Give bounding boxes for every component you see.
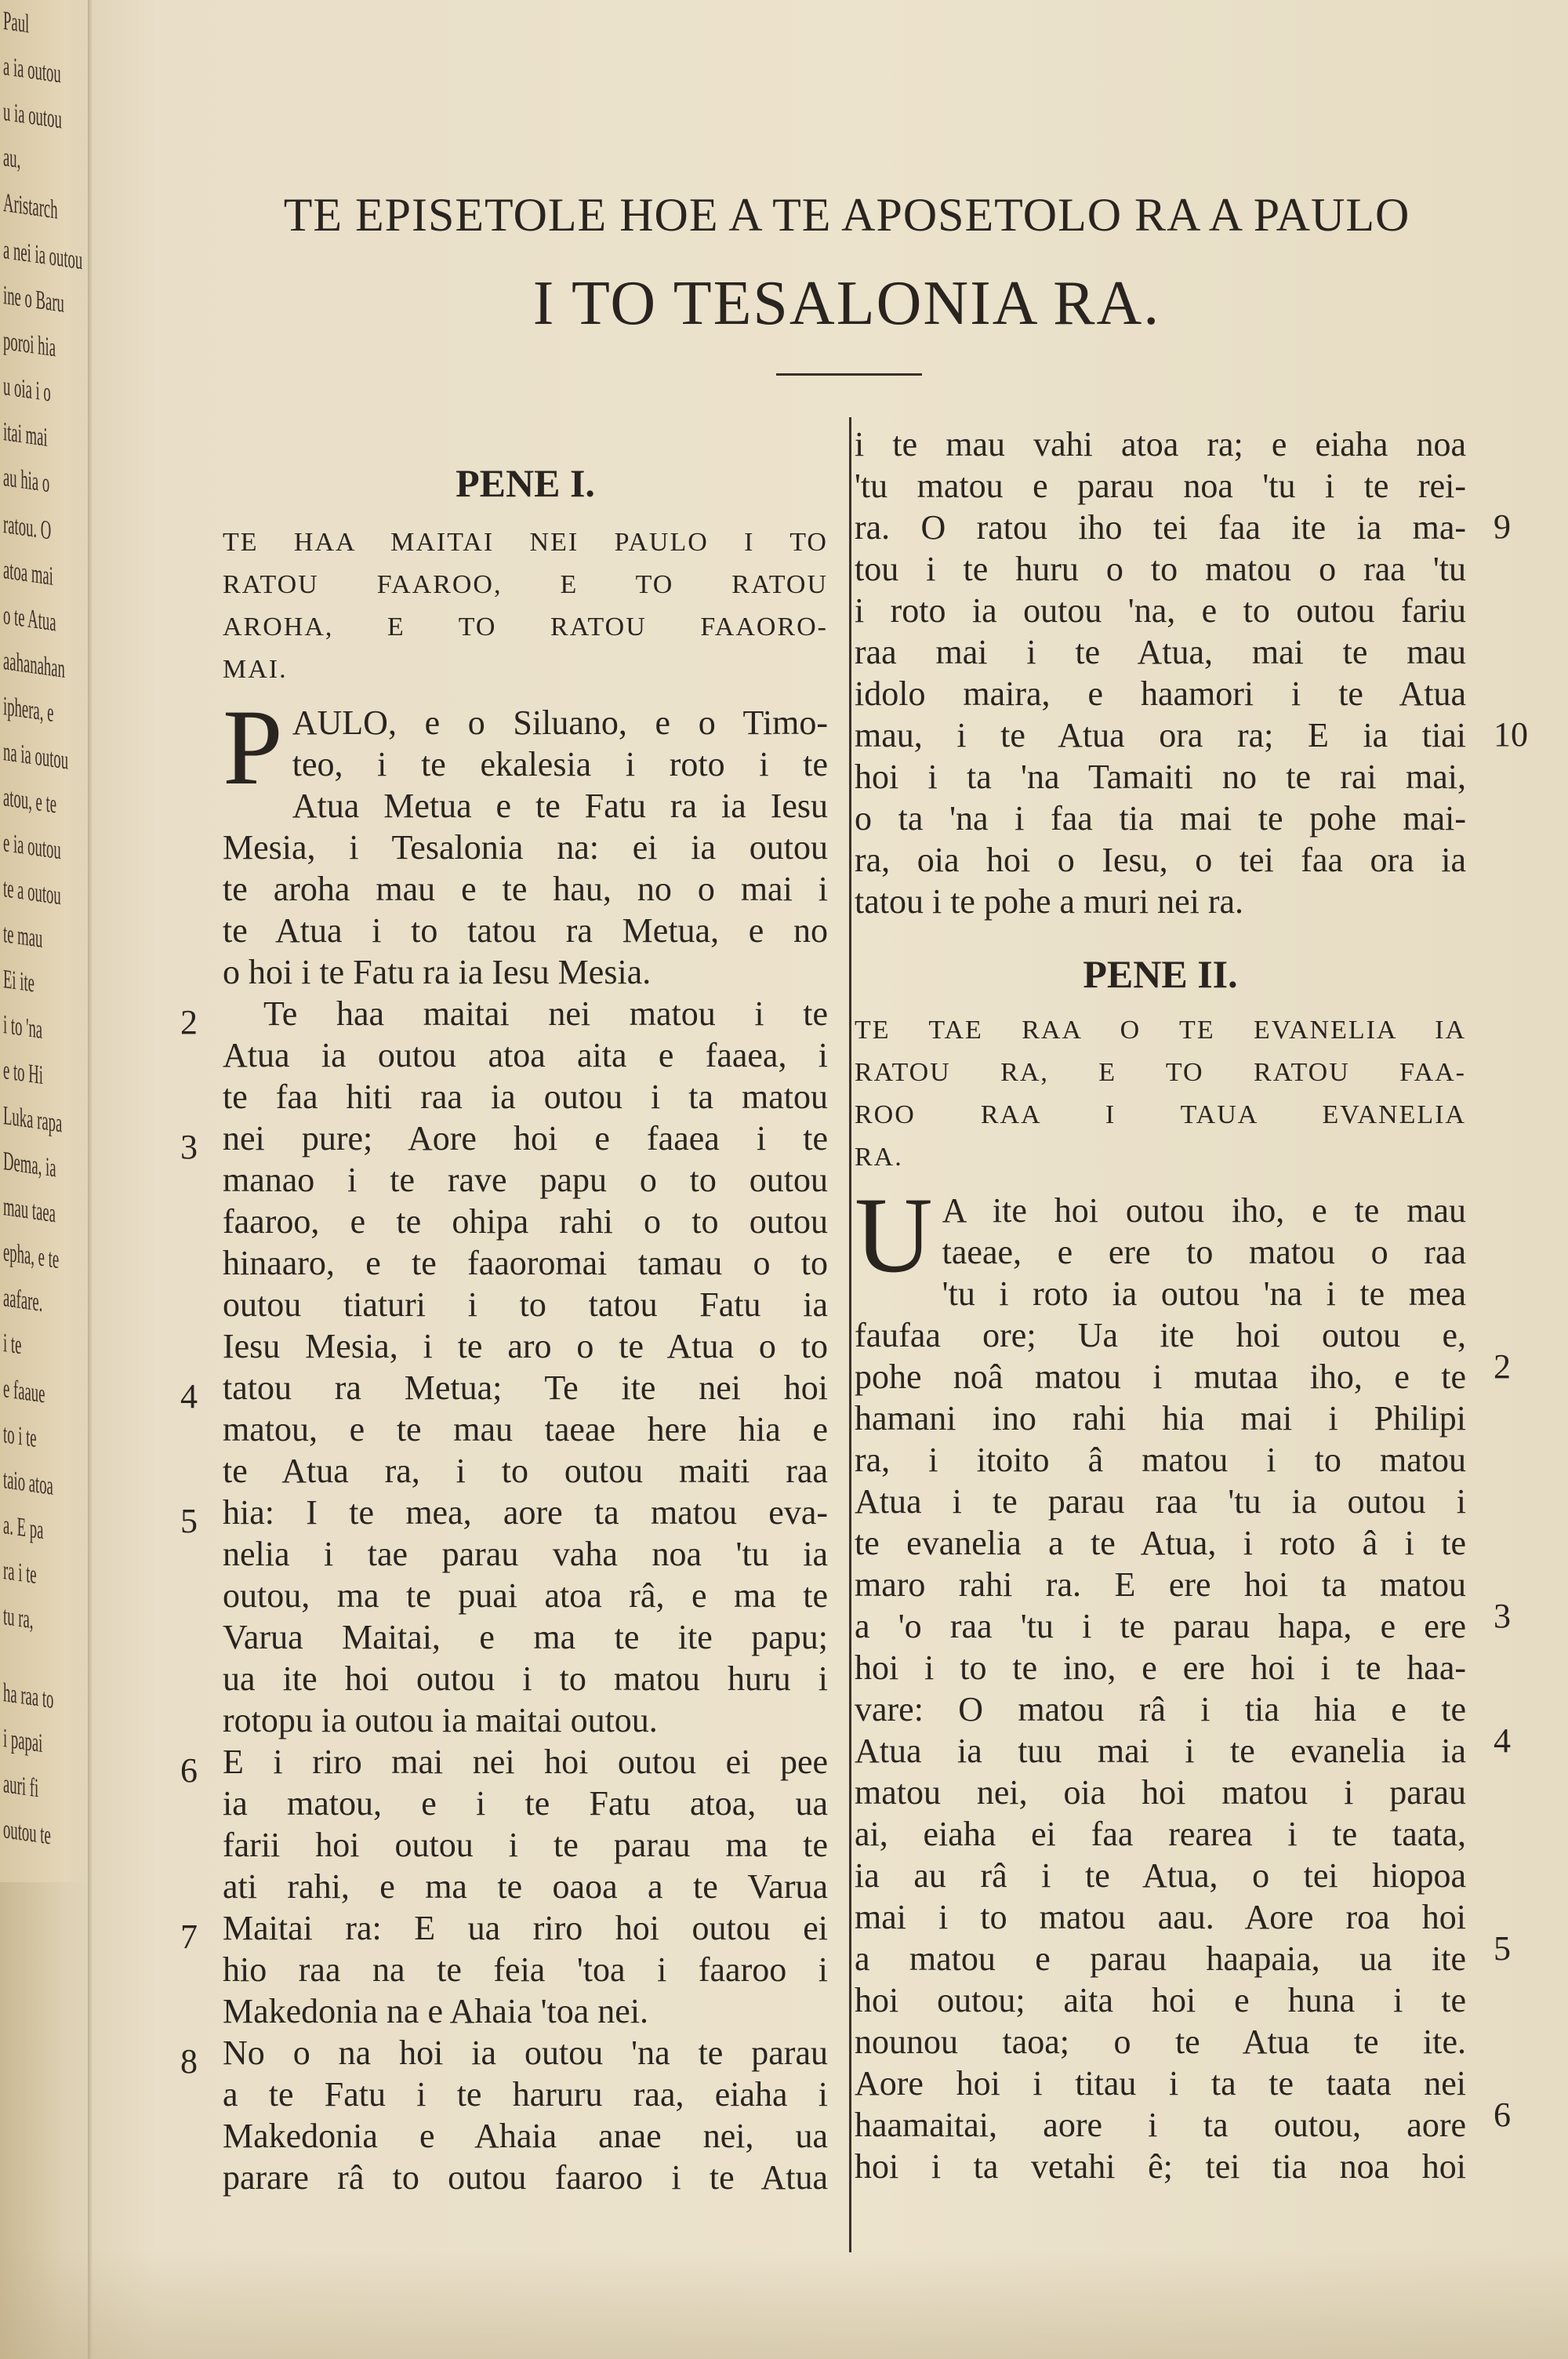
text-line: ia au râ i te Atua, o tei hiopoa: [855, 1856, 1466, 1895]
gutter-text: Luka rapa: [3, 1101, 63, 1139]
text-line: tou i te huru o to matou o raa 'tu: [855, 550, 1466, 588]
epistle-subtitle: I TO TESALONIA RA.: [532, 269, 1161, 338]
text-line: ra, i itoito â matou i to matou: [855, 1441, 1466, 1479]
gutter-text: Paul: [3, 6, 30, 39]
gutter-text: itai mai: [3, 417, 48, 453]
drop-cap: U: [855, 1175, 933, 1295]
page-fold-shadow: [88, 0, 93, 2359]
gutter-text: a ia outou: [3, 52, 61, 89]
text-line: Atua Metua e te Fatu ra ia Iesu: [292, 787, 828, 825]
text-line: E i riro mai nei hoi outou ei pee: [223, 1743, 828, 1781]
gutter-text: e ia outou: [3, 828, 61, 866]
text-line: Atua ia outou atoa aita e faaea, i: [223, 1036, 828, 1074]
verse-number: 5: [1494, 1929, 1511, 1968]
gutter-text: ha raa to: [3, 1678, 54, 1715]
text-line: No o na hoi ia outou 'na te parau: [223, 2034, 828, 2072]
gutter-text: i to 'na: [3, 1010, 43, 1045]
text-line: ra, oia hoi o Iesu, o tei faa ora ia: [855, 841, 1466, 879]
text-line: hoi outou; aita hoi e huna i te: [855, 1981, 1466, 2019]
gutter-text: taio atoa: [3, 1465, 53, 1501]
text-line: 'tu i roto ia outou 'na i te mea: [942, 1274, 1466, 1313]
gutter-text: epha, e te: [3, 1238, 60, 1274]
text-line: outou, ma te puai atoa râ, e ma te: [223, 1576, 828, 1615]
text-line: a 'o raa 'tu i te parau hapa, e ere: [855, 1607, 1466, 1645]
text-line: A ite hoi outou iho, e te mau: [942, 1191, 1466, 1230]
verse-number: 6: [1494, 2095, 1511, 2134]
column-divider: [849, 417, 851, 2252]
title-divider: [776, 373, 922, 376]
text-line: nei pure; Aore hoi e faaea i te: [223, 1119, 828, 1158]
text-line: Atua ia tuu mai i te evanelia ia: [855, 1732, 1466, 1770]
text-line: rotopu ia outou ia maitai outou.: [223, 1701, 658, 1739]
text-line: te evanelia a te Atua, i roto â i te: [855, 1524, 1466, 1562]
epistle-title: TE EPISETOLE HOE A TE APOSETOLO RA A PAULO: [283, 189, 1410, 241]
text-line: te faa hiti raa ia outou i ta matou: [223, 1078, 828, 1116]
gutter-text: a nei ia outou: [3, 235, 83, 276]
text-line: Mesia, i Tesalonia na: ei ia outou: [223, 828, 828, 867]
gutter-text: i papai: [3, 1724, 43, 1759]
page-bottom-shade: [0, 2249, 1568, 2359]
gutter-text: poroi hia: [3, 326, 56, 363]
verse-number: 3: [1494, 1597, 1511, 1635]
gutter-text: ratou. O: [3, 510, 52, 546]
text-line: ra. O ratou iho tei faa ite ia ma-: [855, 508, 1466, 547]
text-line: Varua Maitai, e ma te ite papu;: [223, 1618, 828, 1656]
text-line: taeae, e ere to matou o raa: [942, 1233, 1466, 1271]
text-line: teo, i te ekalesia i roto i te: [292, 745, 828, 783]
drop-cap: P: [223, 687, 283, 807]
text-line: hio raa na te feia 'toa i faaroo i: [223, 1950, 828, 1989]
text-line: 'tu matou e parau noa 'tu i te rei-: [855, 467, 1466, 505]
chapter-1-summary: [223, 522, 828, 691]
text-line: manao i te rave papu o to outou: [223, 1161, 828, 1199]
gutter-text: i te: [3, 1329, 22, 1361]
text-line: outou tiaturi i to tatou Fatu ia: [223, 1285, 828, 1324]
text-line: Maitai ra: E ua riro hoi outou ei: [223, 1909, 828, 1947]
text-line: i roto ia outou 'na, e to outou fariu: [855, 591, 1466, 630]
text-line: mai i to matou aau. Aore roa hoi: [855, 1898, 1466, 1936]
text-line: i te mau vahi atoa ra; e eiaha noa: [855, 425, 1466, 463]
text-line: haamaitai, aore i ta outou, aore: [855, 2106, 1466, 2144]
text-line: tatou ra Metua; Te ite nei hoi: [223, 1369, 828, 1407]
summary-line: RATOU FAAROO, E TO RATOU: [223, 570, 828, 599]
text-line: Iesu Mesia, i te aro o te Atua o to: [223, 1327, 828, 1365]
chapter-1-text: [223, 687, 828, 2198]
chapter-1-heading: PENE I.: [456, 461, 595, 505]
gutter-text: na ia outou: [3, 737, 69, 776]
gutter-text: u ia outou: [3, 97, 62, 135]
text-line: te aroha mau e te hau, no o mai i: [223, 870, 828, 908]
text-line: hoi i ta vetahi ê; tei tia noa hoi: [855, 2147, 1466, 2186]
text-line: hoi i ta 'na Tamaiti no te rai mai,: [855, 758, 1466, 796]
gutter-text: Dema, ia: [3, 1147, 56, 1183]
text-line: nounou taoa; o te Atua te ite.: [855, 2023, 1466, 2061]
gutter-text: outou te: [3, 1815, 51, 1851]
gutter-text: tu ra,: [3, 1601, 34, 1635]
text-line: hoi i to te ino, e ere hoi i te haa-: [855, 1648, 1466, 1687]
left-column: [223, 416, 828, 2198]
verse-number: 7: [180, 1917, 198, 1956]
summary-line: RATOU RA, E TO RATOU FAA-: [855, 1058, 1466, 1087]
verse-number: 2: [180, 1003, 198, 1041]
text-line: Te haa maitai nei matou i te: [263, 994, 828, 1033]
verse-number: 3: [180, 1128, 198, 1166]
text-line: o hoi i te Fatu ra ia Iesu Mesia.: [223, 953, 652, 991]
text-line: maro rahi ra. E ere hoi ta matou: [855, 1565, 1466, 1604]
gutter-text: to i te: [3, 1419, 37, 1453]
gutter-text: Aristarch: [3, 188, 58, 225]
gutter-text: ine o Baru: [3, 281, 64, 318]
gutter-text: e to Hi: [3, 1056, 43, 1091]
text-line: te Atua ra, i to outou maiti raa: [223, 1452, 828, 1490]
text-line: te Atua i to tatou ra Metua, e no: [223, 911, 828, 950]
text-line: faaroo, e te ohipa rahi o to outou: [223, 1202, 828, 1241]
chapter-2-heading: PENE II.: [1083, 952, 1238, 996]
chapter-2-text: [855, 1175, 1466, 2187]
text-line: Aore hoi i titau i ta te taata nei: [855, 2064, 1466, 2103]
text-line: Atua i te parau raa 'tu ia outou i: [855, 1482, 1466, 1521]
text-line: pohe noâ matou i mutaa iho, e te: [855, 1358, 1466, 1396]
text-line: hamani ino rahi hia mai i Philipi: [855, 1399, 1466, 1438]
text-line: hinaaro, e te faaoromai tamau o to: [223, 1244, 828, 1282]
text-line: nelia i tae parau vaha noa 'tu ia: [223, 1535, 828, 1573]
text-line: faufaa ore; Ua ite hoi outou e,: [855, 1316, 1466, 1354]
gutter-text: o te Atua: [3, 601, 56, 638]
text-line: ai, eiaha ei faa rearea i te taata,: [855, 1815, 1466, 1853]
gutter-text: te mau: [3, 919, 43, 954]
text-line: idolo maira, e haamori i te Atua: [855, 674, 1466, 713]
text-line: a te Fatu i te haruru raa, eiaha i: [223, 2075, 828, 2114]
text-line: Makedonia na e Ahaia 'toa nei.: [223, 1992, 649, 2030]
text-line: a matou e parau haapaia, ua ite: [855, 1939, 1466, 1978]
text-line: matou, e te mau taeae here hia e: [223, 1410, 828, 1448]
chapter-1-continued: [855, 423, 1466, 922]
verse-number: 4: [1494, 1721, 1511, 1760]
summary-line: RA.: [855, 1143, 903, 1172]
gutter-text: au hia o: [3, 463, 50, 499]
summary-line: TE HAA MAITAI NEI PAULO I TO: [223, 528, 828, 557]
summary-line: MAI.: [223, 655, 288, 684]
text-line: mau, i te Atua ora ra; E ia tiai: [855, 716, 1466, 754]
text-line: vare: O matou râ i tia hia e te: [855, 1690, 1466, 1728]
summary-line: ROO RAA I TAUA EVANELIA: [855, 1100, 1466, 1129]
verse-number: 6: [180, 1751, 198, 1790]
gutter-text: iphera, e: [3, 692, 54, 729]
text-line: matou nei, oia hoi matou i parau: [855, 1773, 1466, 1812]
text-line: ia matou, e i te Fatu atoa, ua: [223, 1784, 828, 1823]
gutter-text: te a outou: [3, 874, 61, 911]
summary-line: TE TAE RAA O TE EVANELIA IA: [855, 1016, 1466, 1045]
gutter-text: e faaue: [3, 1374, 45, 1409]
summary-line: AROHA, E TO RATOU FAAORO-: [223, 612, 828, 642]
text-line: farii hoi outou i te parau ma te: [223, 1826, 828, 1864]
text-line: hia: I te mea, aore ta matou eva-: [223, 1493, 828, 1532]
verse-number: 5: [180, 1502, 198, 1540]
verse-number: 4: [180, 1377, 198, 1416]
gutter-text: Ei ite: [3, 965, 34, 998]
gutter-text: ra i te: [3, 1556, 37, 1590]
text-line: o ta 'na i faa tia mai te pohe mai-: [855, 799, 1466, 838]
text-line: ati rahi, e ma te oaoa a te Varua: [223, 1867, 828, 1906]
text-line: parare râ to outou faaroo i te Atua: [223, 2158, 828, 2197]
chapter-2-summary: [855, 1009, 1466, 1179]
gutter-text: atou, e te: [3, 783, 57, 820]
verse-number: 8: [180, 2042, 198, 2081]
text-line: ua ite hoi outou i to matou huru i: [223, 1659, 828, 1698]
text-line: AULO, e o Siluano, e o Timo-: [292, 703, 828, 742]
gutter-text: mau taea: [3, 1192, 56, 1229]
gutter-text: auri fi: [3, 1769, 39, 1804]
gutter-text: au,: [3, 143, 21, 175]
verse-number: 2: [1494, 1347, 1511, 1386]
verse-number: 9: [1494, 507, 1511, 546]
text-line: tatou i te pohe a muri nei ra.: [855, 882, 1244, 921]
text-line: raa mai i te Atua, mai te mau: [855, 633, 1466, 671]
verse-number: 10: [1494, 715, 1528, 754]
text-line: Makedonia e Ahaia anae nei, ua: [223, 2117, 828, 2155]
gutter-text: aahanahan: [3, 646, 65, 685]
gutter-text: atoa mai: [3, 555, 53, 591]
gutter-text: u oia i o: [3, 372, 51, 408]
gutter-text: aafare.: [3, 1283, 43, 1318]
gutter-text: a. E pa: [3, 1510, 44, 1546]
right-column: [855, 423, 1466, 2187]
